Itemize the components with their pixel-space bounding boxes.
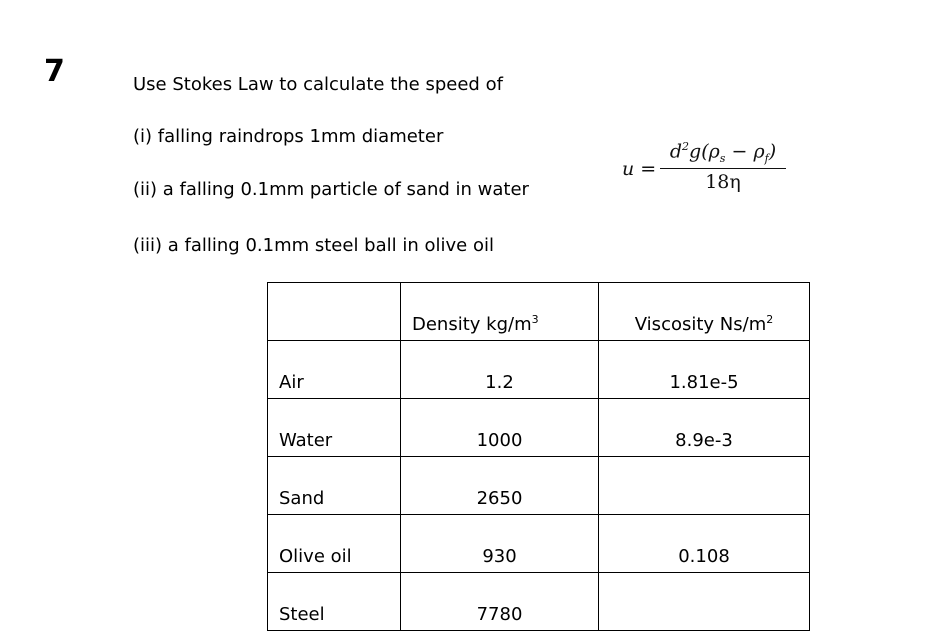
material-name: Water bbox=[268, 399, 401, 457]
table-row bbox=[268, 515, 810, 573]
table-row bbox=[268, 457, 810, 515]
viscosity-value bbox=[599, 457, 810, 515]
density-value: 930 bbox=[401, 515, 599, 573]
material-name: Sand bbox=[268, 457, 401, 515]
header-empty-cell bbox=[268, 283, 401, 341]
table-header-row bbox=[268, 283, 810, 341]
question-part-ii: (ii) a falling 0.1mm particle of sand in water bbox=[133, 179, 529, 200]
question-number: 7 bbox=[44, 54, 65, 89]
viscosity-value: 1.81e-5 bbox=[599, 341, 810, 399]
density-value: 1000 bbox=[401, 399, 599, 457]
table-row bbox=[268, 399, 810, 457]
properties-table bbox=[267, 282, 810, 631]
question-part-i: (i) falling raindrops 1mm diameter bbox=[133, 126, 444, 147]
density-value: 2650 bbox=[401, 457, 599, 515]
density-value: 7780 bbox=[401, 573, 599, 631]
question-part-iii: (iii) a falling 0.1mm steel ball in olive oil bbox=[133, 235, 494, 256]
material-name: Air bbox=[268, 341, 401, 399]
header-viscosity: Viscosity $Ns/m^2$ bbox=[599, 283, 810, 341]
formula-lhs: u = bbox=[622, 158, 657, 180]
formula-fraction bbox=[660, 140, 786, 193]
material-name: Olive oil bbox=[268, 515, 401, 573]
material-name: Steel bbox=[268, 573, 401, 631]
formula-denominator: 18η bbox=[705, 171, 741, 194]
header-density: Density $kg/m^3$ bbox=[401, 283, 599, 341]
table-row bbox=[268, 573, 810, 631]
formula-fraction-bar bbox=[660, 168, 786, 169]
viscosity-value bbox=[599, 573, 810, 631]
question-intro: Use Stokes Law to calculate the speed of bbox=[133, 74, 503, 95]
table-row bbox=[268, 341, 810, 399]
viscosity-value: 0.108 bbox=[599, 515, 810, 573]
viscosity-value: 8.9e-3 bbox=[599, 399, 810, 457]
formula-numerator: $d^2g(\rho_s - \rho_f)$ bbox=[669, 140, 777, 166]
density-value: 1.2 bbox=[401, 341, 599, 399]
